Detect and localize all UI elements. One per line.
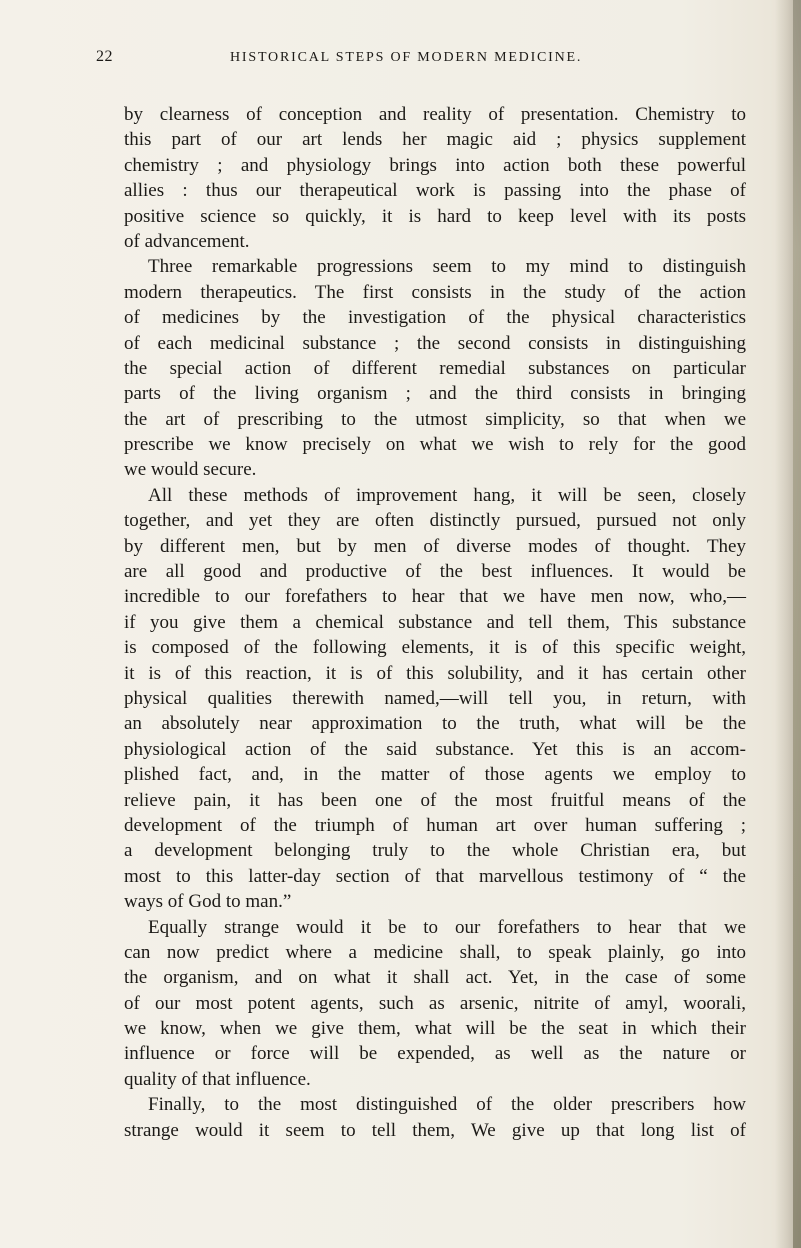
text-line: relieve pain, it has been one of the most fruitful means of the bbox=[124, 789, 746, 811]
text-line: the organism, and on what it shall act. Yet, in the case of some bbox=[124, 967, 746, 989]
text-line: development of the triumph of human art over human suffering ; bbox=[124, 814, 746, 836]
body-text bbox=[124, 102, 746, 1143]
text-line: most to this latter-day section of that marvellous testimony of “ the bbox=[124, 865, 746, 887]
page-number: 22 bbox=[96, 48, 113, 65]
text-line: a development belonging truly to the whole Christian era, but bbox=[124, 840, 746, 862]
text-line: influence or force will be expended, as well as the nature or bbox=[124, 1043, 746, 1065]
text-line: is composed of the following elements, it is of this specific weight, bbox=[124, 637, 746, 659]
text-line: incredible to our forefathers to hear that we have men now, who,— bbox=[124, 586, 746, 608]
text-line: Equally strange would it be to our forefathers to hear that we bbox=[148, 916, 746, 938]
text-line: Finally, to the most distinguished of the older prescribers how bbox=[148, 1094, 746, 1116]
text-line: physical qualities therewith named,—will tell you, in return, with bbox=[124, 687, 746, 709]
text-line: the art of prescribing to the utmost simplicity, so that when we bbox=[124, 408, 746, 430]
text-line: Three remarkable progressions seem to my mind to distinguish bbox=[148, 256, 746, 278]
text-line: by different men, but by men of diverse modes of thought. They bbox=[124, 535, 746, 557]
text-line: All these methods of improvement hang, it will be seen, closely bbox=[148, 484, 746, 506]
page-header bbox=[96, 48, 711, 72]
text-line: the special action of different remedial substances on particular bbox=[124, 357, 746, 379]
text-line: physiological action of the said substance. Yet this is an accom- bbox=[124, 738, 746, 760]
page-edge-strip bbox=[793, 0, 801, 1248]
text-line: if you give them a chemical substance and tell them, This substance bbox=[124, 611, 746, 633]
text-line: prescribe we know precisely on what we wish to rely for the good bbox=[124, 434, 746, 456]
text-line: chemistry ; and physiology brings into action both these powerful bbox=[124, 154, 746, 176]
text-line: modern therapeutics. The first consists in the study of the action bbox=[124, 281, 746, 303]
text-line: we would secure. bbox=[124, 459, 257, 481]
text-line: parts of the living organism ; and the third consists in bringing bbox=[124, 383, 746, 405]
text-line: quality of that influence. bbox=[124, 1068, 311, 1090]
text-line: we know, when we give them, what will be the seat in which their bbox=[124, 1018, 746, 1040]
text-line: an absolutely near approximation to the truth, what will be the bbox=[124, 713, 746, 735]
text-line: of our most potent agents, such as arsenic, nitrite of amyl, woorali, bbox=[124, 992, 746, 1014]
text-line: strange would it seem to tell them, We give up that long list of bbox=[124, 1119, 746, 1141]
text-line: can now predict where a medicine shall, to speak plainly, go into bbox=[124, 941, 746, 963]
text-line: allies : thus our therapeutical work is passing into the phase of bbox=[124, 180, 746, 202]
text-line: ways of God to man.” bbox=[124, 891, 292, 913]
text-line: are all good and productive of the best influences. It would be bbox=[124, 561, 746, 583]
text-line: of advancement. bbox=[124, 230, 250, 252]
text-line: by clearness of conception and reality of presentation. Chemistry to bbox=[124, 104, 746, 125]
text-line: it is of this reaction, it is of this solubility, and it has certain other bbox=[124, 662, 746, 684]
text-line: this part of our art lends her magic aid ; physics supplement bbox=[124, 129, 746, 151]
text-line: of medicines by the investigation of the physical characteristics bbox=[124, 307, 746, 329]
text-line: plished fact, and, in the matter of those agents we employ to bbox=[124, 764, 746, 786]
text-line: together, and yet they are often distinctly pursued, pursued not only bbox=[124, 510, 746, 532]
text-line: positive science so quickly, it is hard to keep level with its posts bbox=[124, 205, 746, 227]
running-head: HISTORICAL STEPS OF MODERN MEDICINE. bbox=[230, 50, 583, 65]
text-line: of each medicinal substance ; the second consists in distinguishing bbox=[124, 332, 746, 354]
